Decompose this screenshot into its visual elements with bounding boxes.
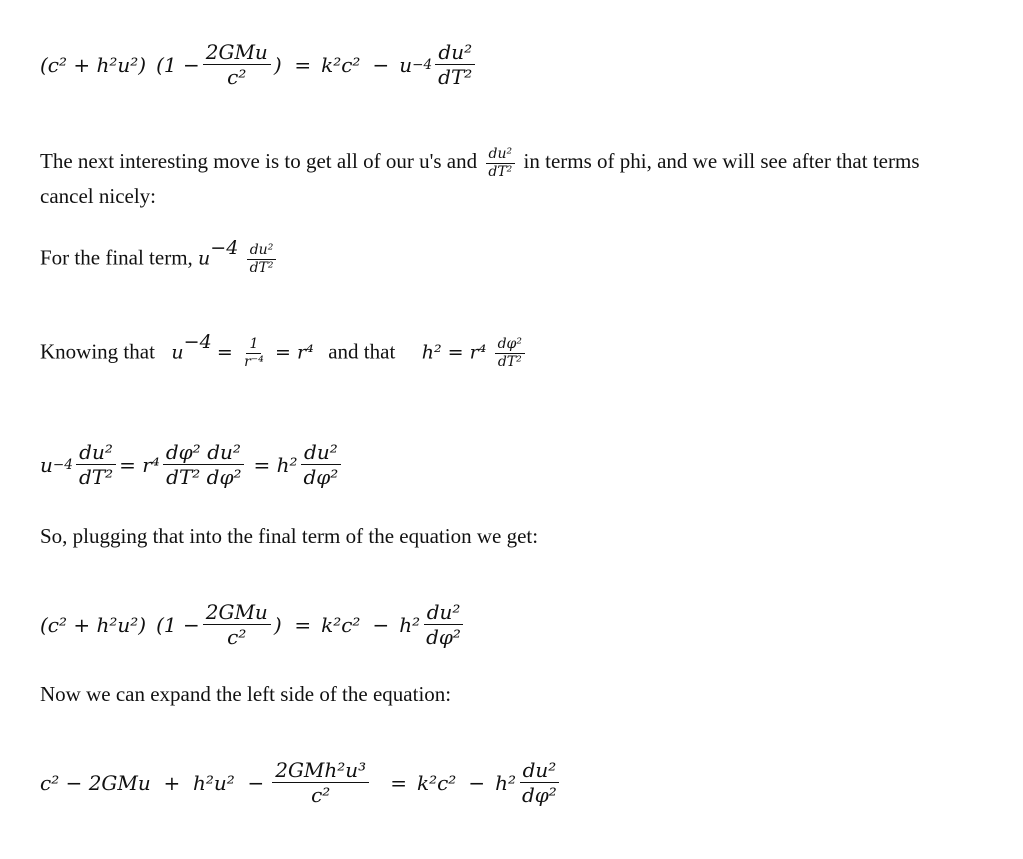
paragraph-terms-of-phi: [40, 145, 920, 212]
eq4-lhs: c² − 2GMu + h²u² −: [40, 770, 265, 795]
eq4-derivative: [519, 758, 560, 807]
eq2-f4-den: dφ²: [303, 465, 339, 489]
paragraph-knowing-that: [40, 326, 528, 371]
eq1-close-equals: ) =: [273, 52, 312, 77]
eq3-open: (1 −: [156, 612, 200, 637]
eq3-derivative-num: du²: [424, 600, 464, 625]
equation-2: [40, 440, 344, 489]
para3-text-2: and that: [328, 339, 396, 364]
para3-frac-den: r⁻⁴: [244, 354, 264, 371]
eq2-u-base: u: [40, 452, 53, 477]
eq2-f3-num: du²: [204, 440, 244, 465]
eq3-lhs-factor: (c² + h²u²): [40, 612, 147, 637]
eq2-fraction-3: [204, 440, 245, 489]
eq4-frac-den: c²: [311, 783, 331, 807]
eq4-coefficient: h²: [495, 770, 516, 795]
eq3-frac-num: 2GMu: [203, 600, 271, 625]
eq1-open: (1 −: [156, 52, 200, 77]
para3-frac-num: 1: [246, 336, 261, 354]
para3-h-frac-den: dT²: [497, 354, 522, 371]
eq1-fraction: [203, 40, 271, 89]
eq4-equals: =: [390, 770, 407, 795]
eq1-derivative: [435, 40, 475, 89]
eq1-lhs-factor: (c² + h²u²): [40, 52, 147, 77]
eq3-frac-den: c²: [227, 625, 247, 649]
para1-frac-num: du²: [486, 146, 516, 164]
equation-4: [40, 758, 563, 807]
para1-frac-den: dT²: [488, 163, 513, 180]
paragraph-line-2: cancel nicely:: [40, 184, 157, 209]
eq3-close-equals: ) =: [273, 612, 312, 637]
equation-1: [40, 40, 478, 89]
eq2-fraction-2: [163, 440, 204, 489]
eq2-equals-r4: = r⁴: [119, 452, 160, 477]
para3-h-expression: h² = r⁴: [421, 341, 487, 364]
eq3-minus: −: [372, 612, 390, 637]
eq4-frac-num: 2GMh²u³: [272, 758, 369, 783]
eq1-coefficient-exponent: −4: [412, 56, 433, 73]
para3-h-frac-num: dφ²: [495, 336, 525, 354]
para3-u-exponent: −4: [183, 331, 212, 353]
eq3-coefficient: h²: [399, 612, 421, 637]
para3-equals-2: = r⁴: [275, 341, 314, 364]
para2-exponent: −4: [210, 237, 239, 259]
eq1-rhs-term: k²c²: [321, 52, 361, 77]
eq3-fraction: [203, 600, 271, 649]
eq2-f1-den: dT²: [78, 465, 114, 489]
eq4-minus: −: [468, 770, 486, 795]
para3-h-fraction: [495, 336, 525, 371]
eq3-derivative: [423, 600, 464, 649]
eq1-frac-num: 2GMu: [203, 40, 271, 65]
eq1-coefficient: u: [399, 52, 413, 77]
paragraph-plugging: So, plugging that into the final term of the equation we get:: [40, 524, 539, 548]
eq2-f4-num: du²: [301, 440, 341, 465]
equation-3: [40, 600, 467, 649]
eq3-rhs-term: k²c²: [321, 612, 361, 637]
eq2-equals-h2: = h²: [253, 452, 298, 477]
para3-fraction: [241, 336, 267, 371]
eq2-u-exponent: −4: [52, 456, 73, 473]
eq1-derivative-num: du²: [435, 40, 475, 65]
para2-frac-den: dT²: [249, 260, 274, 277]
paragraph-expand: Now we can expand the left side of the equation:: [40, 682, 452, 706]
eq2-f2-den: dT²: [166, 465, 201, 489]
eq2-fraction-4: [300, 440, 341, 489]
eq1-frac-den: c²: [227, 65, 247, 89]
eq2-f3-den: dφ²: [206, 465, 242, 489]
eq1-derivative-den: dT²: [438, 65, 473, 89]
para1-fraction: [485, 146, 515, 181]
paragraph-final-term: [40, 232, 279, 277]
eq4-derivative-den: dφ²: [522, 783, 557, 807]
para2-text: For the final term,: [40, 245, 193, 270]
para3-u-base: u: [171, 341, 184, 364]
para2-fraction: [247, 242, 277, 277]
eq2-fraction-1: [76, 440, 116, 489]
eq2-f2-num: dφ²: [163, 440, 204, 465]
eq1-minus: −: [372, 52, 390, 77]
eq4-derivative-num: du²: [520, 758, 560, 783]
para3-text-1: Knowing that: [40, 339, 155, 364]
eq4-rhs-term: k²c²: [416, 770, 457, 795]
para2-frac-num: du²: [247, 242, 277, 260]
para3-equals-1: =: [216, 341, 233, 364]
paragraph-line-1: [40, 145, 920, 180]
eq3-derivative-den: dφ²: [426, 625, 461, 649]
eq4-fraction: [272, 758, 369, 807]
para2-base: u: [198, 247, 211, 270]
para1-text-before: The next interesting move is to get all of our u's and: [40, 149, 478, 173]
para1-text-after: in terms of phi, and we will see after that terms: [523, 149, 920, 173]
eq2-f1-num: du²: [76, 440, 116, 465]
